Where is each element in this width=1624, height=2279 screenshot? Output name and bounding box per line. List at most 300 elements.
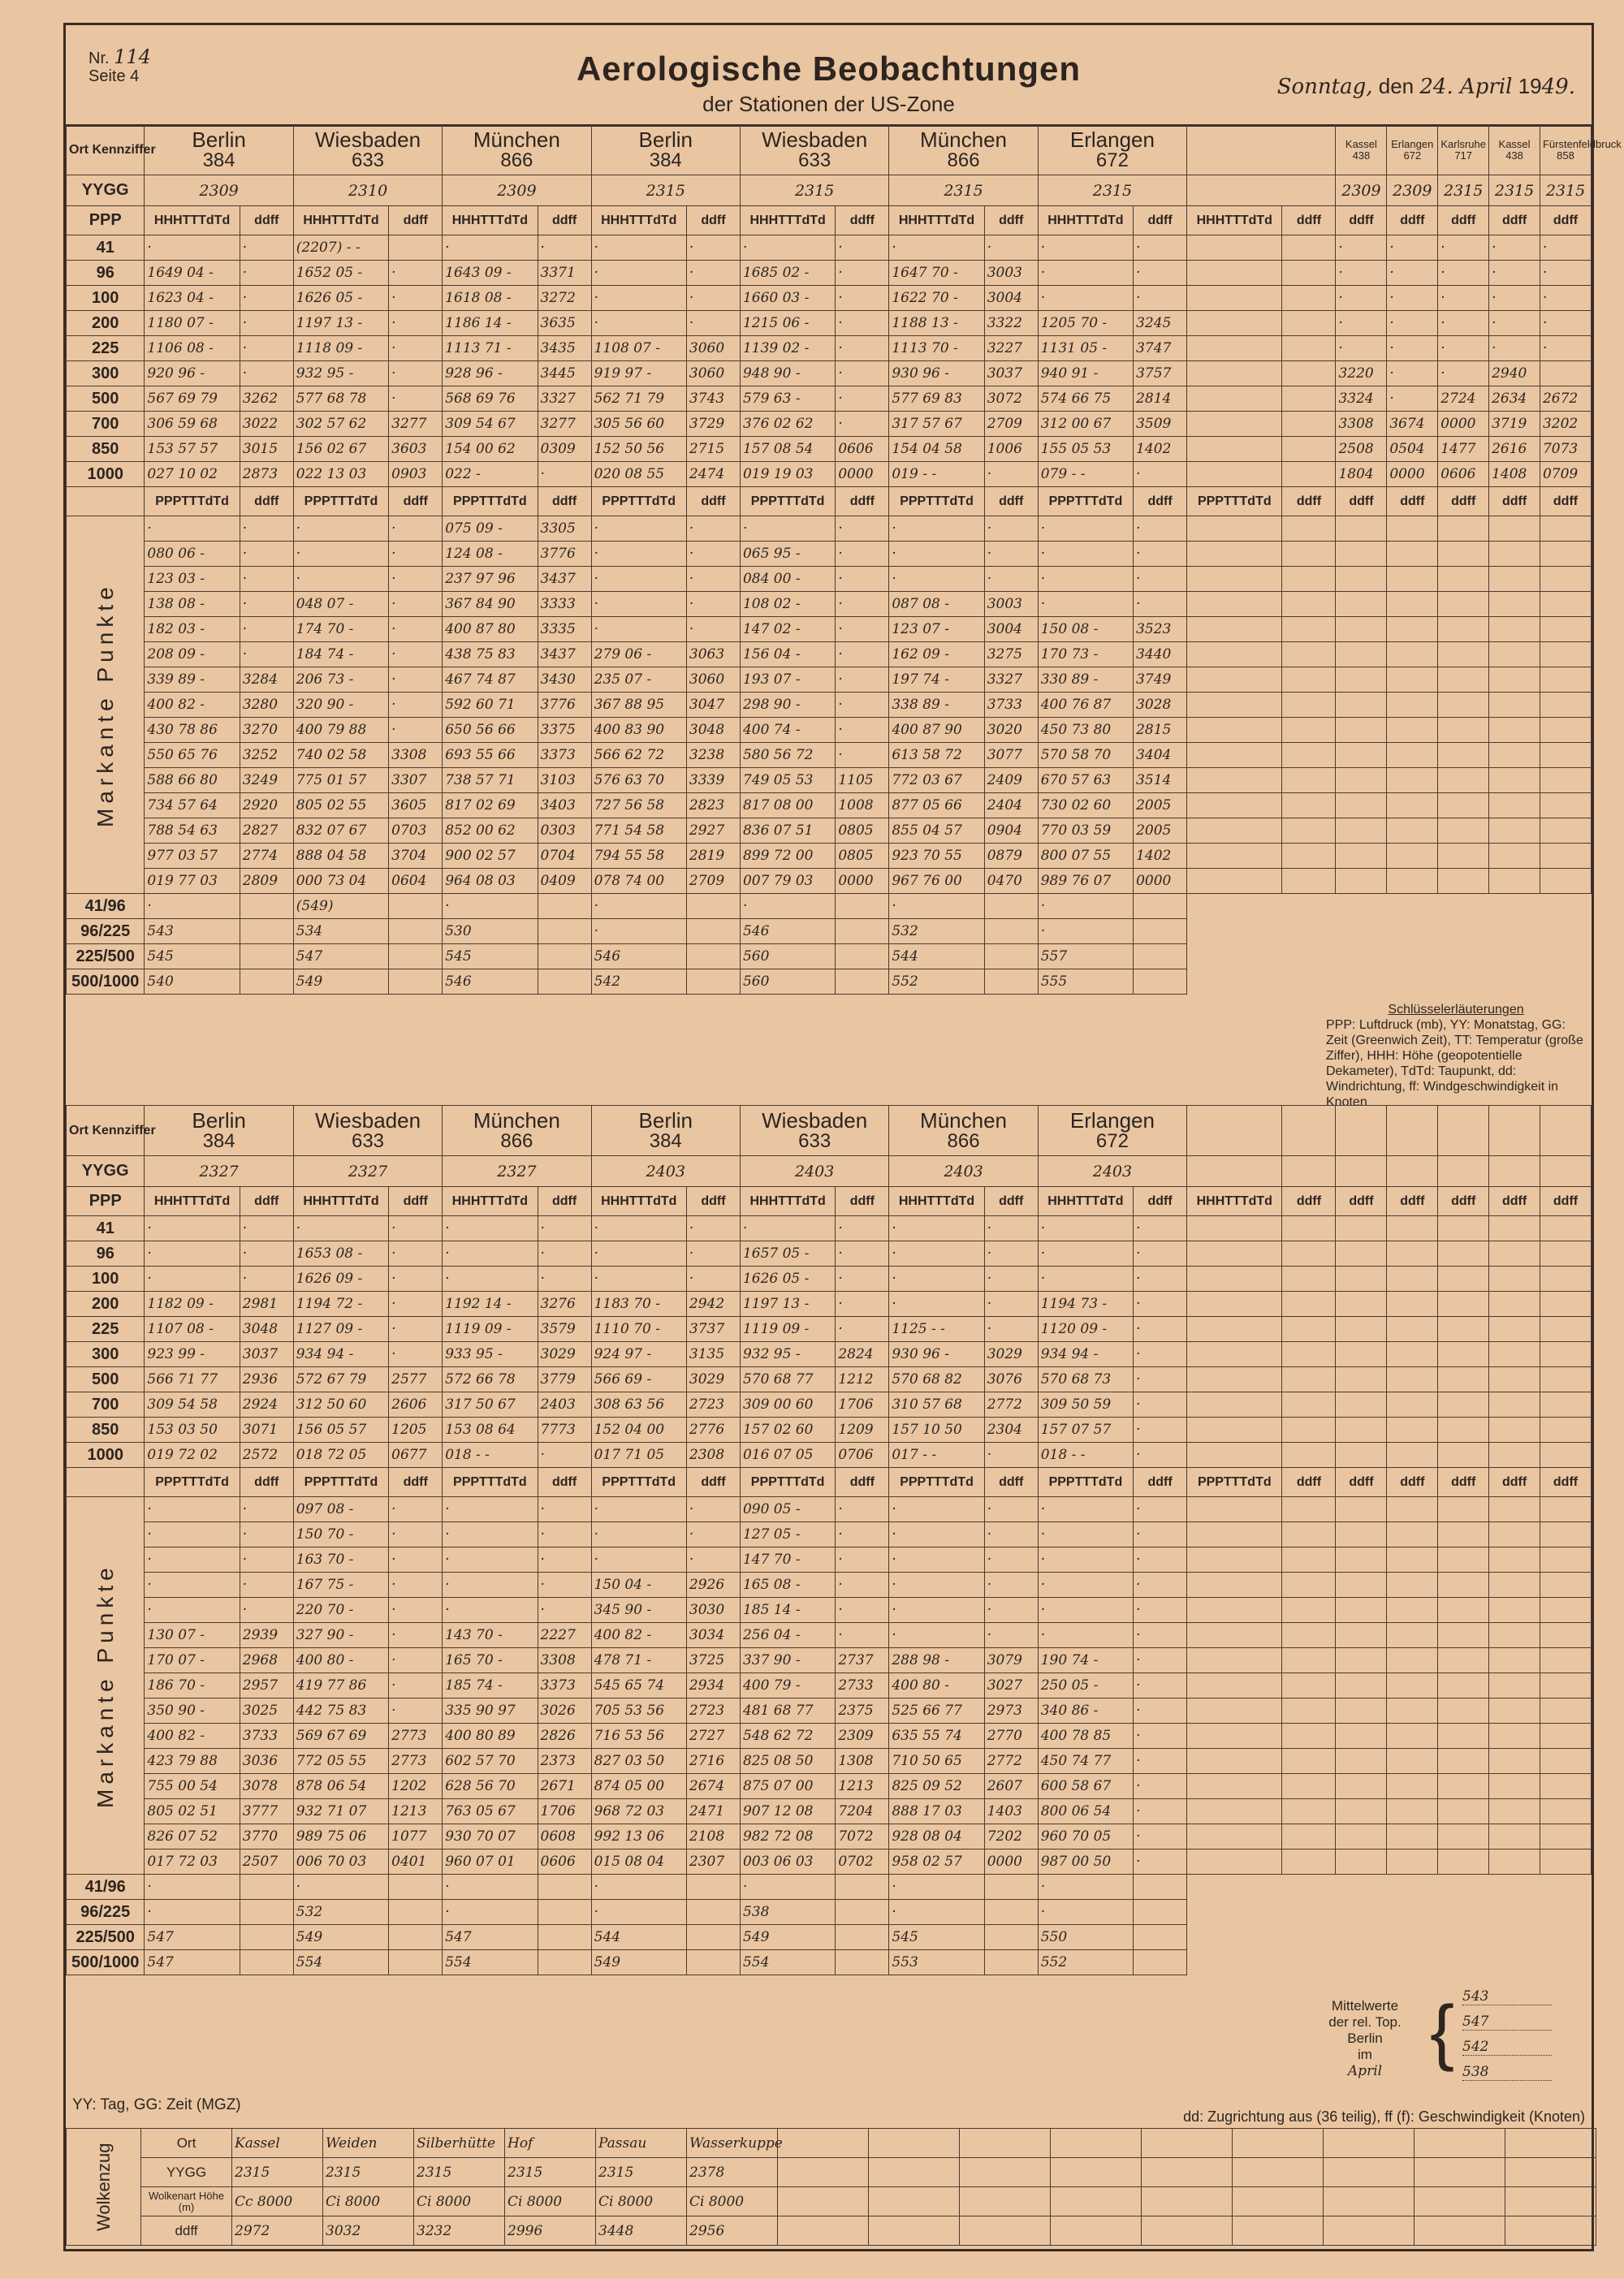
empty-cell: [1336, 1342, 1387, 1367]
ddff-value: ·: [836, 361, 889, 386]
ddff-value: ·: [984, 1216, 1038, 1241]
ppp-value: 928 08 04: [889, 1824, 984, 1850]
ppp-value: ·: [591, 1522, 686, 1547]
empty-cell: [1336, 667, 1387, 693]
ddff-value: 0709: [1540, 462, 1591, 487]
yygg-value: 2310: [293, 175, 442, 206]
ddff-value: 2920: [240, 793, 293, 818]
ddff-value: 3603: [389, 437, 443, 462]
ddff-value: 0000: [1438, 412, 1489, 437]
ppp-value: 989 75 06: [293, 1824, 388, 1850]
ppp-value: 888 17 03: [889, 1799, 984, 1824]
empty-cell: [1282, 1267, 1336, 1292]
empty-cell: [1187, 1497, 1282, 1522]
reltop-value: ·: [889, 1900, 984, 1925]
empty-cell: [389, 969, 443, 995]
ddff-value: 1402: [1134, 437, 1187, 462]
ppp-value: 190 74 -: [1038, 1648, 1133, 1673]
ddff-header: ddff: [538, 487, 591, 516]
hhh-value: ·: [443, 1216, 538, 1241]
hhh-header: HHHTTTdTd: [1038, 1187, 1133, 1216]
ddff-header: ddff: [1438, 487, 1489, 516]
ddff-value: 2606: [389, 1392, 443, 1418]
empty-cell: [1540, 1799, 1591, 1824]
hhh-value: 1626 05 -: [740, 1267, 835, 1292]
hhh-value: 1106 08 -: [145, 336, 240, 361]
ppp-value: 185 14 -: [740, 1598, 835, 1623]
empty-cell: [1489, 592, 1540, 617]
empty-cell: [836, 969, 889, 995]
ddff-value: 3275: [984, 642, 1038, 667]
ddff-value: ·: [389, 1241, 443, 1267]
ppp-value: 734 57 64: [145, 793, 240, 818]
hhh-value: 1215 06 -: [740, 311, 835, 336]
ddff-value: 1205: [389, 1418, 443, 1443]
empty-cell: [389, 1925, 443, 1950]
ddff-value: 0000: [984, 1850, 1038, 1875]
ddff-value: ·: [240, 567, 293, 592]
ddff-value: ·: [1489, 311, 1540, 336]
empty-cell: [1540, 693, 1591, 718]
empty-cell: [389, 919, 443, 944]
ddff-value: ·: [836, 1623, 889, 1648]
ppp-value: 982 72 08: [740, 1824, 835, 1850]
ddff-value: 2671: [538, 1774, 591, 1799]
ppp-value: 602 57 70: [443, 1749, 538, 1774]
ddff-value: 2409: [984, 768, 1038, 793]
ppp-value: 400 82 -: [591, 1623, 686, 1648]
ddff-value: [1540, 361, 1591, 386]
empty-cell: [1489, 1367, 1540, 1392]
hhh-value: 154 04 58: [889, 437, 984, 462]
empty-cell: [1282, 437, 1336, 462]
ddff-header: ddff: [1282, 487, 1336, 516]
empty-cell: [67, 487, 145, 516]
hhh-value: 1120 09 -: [1038, 1317, 1133, 1342]
ppp-label: PPP: [67, 206, 145, 235]
reltop-label: 96/225: [67, 919, 145, 944]
hhh-value: 017 - -: [889, 1443, 984, 1468]
ddff-value: ·: [1134, 286, 1187, 311]
hhh-value: 562 71 79: [591, 386, 686, 412]
ddff-value: ·: [389, 542, 443, 567]
ddff-value: ·: [389, 1292, 443, 1317]
empty-cell: [1187, 944, 1592, 969]
hhh-value: 1685 02 -: [740, 261, 835, 286]
ddff-value: 3063: [686, 642, 740, 667]
empty-cell: [1540, 1241, 1591, 1267]
empty-cell: [1505, 2187, 1596, 2216]
reltop-value: ·: [591, 1900, 686, 1925]
ddff-value: 0677: [389, 1443, 443, 1468]
ddff-value: 3060: [686, 361, 740, 386]
ppp-value: 097 08 -: [293, 1497, 388, 1522]
empty-cell: [1489, 617, 1540, 642]
ddff-header: ddff: [686, 206, 740, 235]
empty-cell: [1438, 516, 1489, 542]
ppp-value: 705 53 56: [591, 1698, 686, 1724]
ddff-value: ·: [389, 286, 443, 311]
ddff-value: ·: [836, 1267, 889, 1292]
ddff-value: 3003: [984, 592, 1038, 617]
ddff-value: 3072: [984, 386, 1038, 412]
ddff-value: ·: [1387, 311, 1438, 336]
ddff-value: ·: [836, 516, 889, 542]
ddff-header: ddff: [1438, 206, 1489, 235]
ddff-value: 2957: [240, 1673, 293, 1698]
ddff-value: 3448: [596, 2216, 687, 2246]
station-name: Wiesbaden: [314, 1107, 421, 1133]
hhh-value: 018 - -: [1038, 1443, 1133, 1468]
empty-cell: [1540, 1443, 1591, 1468]
ddff-value: ·: [836, 1497, 889, 1522]
ddff-value: ·: [389, 693, 443, 718]
ddff-header: ddff: [1489, 487, 1540, 516]
empty-cell: [984, 1925, 1038, 1950]
empty-cell: [538, 894, 591, 919]
ddff-header: ddff: [1387, 1468, 1438, 1497]
empty-cell: [240, 919, 293, 944]
reltop-value: 543: [145, 919, 240, 944]
ddff-value: 7073: [1540, 437, 1591, 462]
top-observation-table: [66, 124, 1622, 995]
ddff-value: ·: [836, 412, 889, 437]
empty-cell: [1438, 1418, 1489, 1443]
empty-cell: [1438, 1106, 1489, 1156]
empty-cell: [1282, 1392, 1336, 1418]
ppp-value: 124 08 -: [443, 542, 538, 567]
ddff-value: ·: [836, 261, 889, 286]
empty-cell: [1489, 1317, 1540, 1342]
ddff-value: 3252: [240, 743, 293, 768]
reltop-value: 545: [889, 1925, 984, 1950]
ddff-value: 1202: [389, 1774, 443, 1799]
ddff-value: 7204: [836, 1799, 889, 1824]
empty-cell: [1489, 1623, 1540, 1648]
ddff-value: 3232: [414, 2216, 505, 2246]
ddff-value: 3029: [984, 1342, 1038, 1367]
ppp-value: 423 79 88: [145, 1749, 240, 1774]
empty-cell: [1415, 2216, 1505, 2246]
yygg-footnote: YY: Tag, GG: Zeit (MGZ): [72, 2096, 241, 2113]
hhh-value: ·: [293, 1216, 388, 1241]
empty-cell: [984, 1875, 1038, 1900]
empty-cell: [389, 1900, 443, 1925]
station-name: Erlangen: [1069, 127, 1155, 152]
reltop-value: 552: [889, 969, 984, 995]
ddff-value: 2715: [686, 437, 740, 462]
station-number: 384: [649, 1129, 682, 1152]
ppp-value: 006 70 03: [293, 1850, 388, 1875]
empty-cell: [1336, 1418, 1387, 1443]
station-name: Karlsruhe: [1440, 137, 1486, 150]
empty-cell: [1438, 1774, 1489, 1799]
mittel-value: 538: [1462, 2064, 1552, 2081]
ddff-value: ·: [1387, 336, 1438, 361]
empty-cell: [1187, 1648, 1282, 1673]
empty-cell: [1187, 1547, 1282, 1573]
ppp-value: 165 70 -: [443, 1648, 538, 1673]
ddff-value: 1105: [836, 768, 889, 793]
ddff-value: 1308: [836, 1749, 889, 1774]
ddff-value: 2981: [240, 1292, 293, 1317]
ddff-value: ·: [1489, 261, 1540, 286]
empty-cell: [1336, 793, 1387, 818]
ddff-value: ·: [389, 1698, 443, 1724]
ddff-header: ddff: [984, 206, 1038, 235]
empty-cell: [1187, 1573, 1282, 1598]
reltop-value: 547: [145, 1925, 240, 1950]
level-label: 100: [67, 286, 145, 311]
ddff-value: ·: [240, 286, 293, 311]
small-station-header: [1438, 125, 1489, 175]
empty-cell: [1540, 1367, 1591, 1392]
empty-cell: [1489, 743, 1540, 768]
station-name: Kassel: [232, 2129, 323, 2158]
ddff-value: 2375: [836, 1698, 889, 1724]
ddff-value: 3635: [538, 311, 591, 336]
hhh-value: 566 71 77: [145, 1367, 240, 1392]
ddff-value: ·: [389, 1216, 443, 1241]
ddff-value: 1006: [984, 437, 1038, 462]
empty-cell: [1187, 667, 1282, 693]
empty-cell: [1282, 1342, 1336, 1367]
ppp-value: ·: [293, 567, 388, 592]
ppp-value: 923 70 55: [889, 844, 984, 869]
ppp-value: 162 09 -: [889, 642, 984, 667]
hhh-value: 1188 13 -: [889, 311, 984, 336]
reltop-value: ·: [591, 919, 686, 944]
ddff-value: 3435: [538, 336, 591, 361]
ddff-value: 3030: [686, 1598, 740, 1623]
ddff-value: ·: [1134, 516, 1187, 542]
empty-cell: [1187, 361, 1282, 386]
empty-cell: [1387, 1547, 1438, 1573]
ddff-value: [389, 235, 443, 261]
yygg-value: 2403: [740, 1156, 888, 1187]
ppp-value: 569 67 69: [293, 1724, 388, 1749]
empty-cell: [1134, 1950, 1187, 1975]
ddff-header: ddff: [240, 206, 293, 235]
ppp-value: 805 02 51: [145, 1799, 240, 1824]
ddff-value: 3437: [538, 642, 591, 667]
ppp-value: 992 13 06: [591, 1824, 686, 1850]
ddff-header: ddff: [240, 487, 293, 516]
hhh-value: 1652 05 -: [293, 261, 388, 286]
ddff-value: 3523: [1134, 617, 1187, 642]
ppp-value: ·: [1038, 1598, 1133, 1623]
empty-cell: [960, 2216, 1051, 2246]
ppp-value: 716 53 56: [591, 1724, 686, 1749]
empty-cell: [1187, 1443, 1282, 1468]
empty-cell: [1387, 567, 1438, 592]
reltop-value: ·: [591, 894, 686, 919]
empty-cell: [538, 969, 591, 995]
empty-cell: [1489, 1850, 1540, 1875]
ddff-header: ddff: [836, 487, 889, 516]
empty-cell: [1489, 1799, 1540, 1824]
ppp-value: 143 70 -: [443, 1623, 538, 1648]
empty-cell: [1489, 1267, 1540, 1292]
empty-cell: [240, 1950, 293, 1975]
empty-cell: [1438, 743, 1489, 768]
ppp-value: 877 05 66: [889, 793, 984, 818]
hhh-value: ·: [1038, 1241, 1133, 1267]
hhh-value: ·: [1038, 235, 1133, 261]
small-station-header: [1387, 125, 1438, 175]
station-number: 633: [798, 1129, 831, 1152]
empty-cell: [836, 894, 889, 919]
ddff-value: ·: [1336, 336, 1387, 361]
yygg-label: YYGG: [67, 1156, 145, 1187]
empty-cell: [960, 2158, 1051, 2187]
empty-cell: [1282, 1156, 1336, 1187]
ddff-value: ·: [1134, 567, 1187, 592]
ddff-value: ·: [1134, 1623, 1187, 1648]
ddff-value: 2815: [1134, 718, 1187, 743]
ddff-value: 1804: [1336, 462, 1387, 487]
hhh-value: 152 50 56: [591, 437, 686, 462]
empty-cell: [686, 919, 740, 944]
mittel-line3: Berlin: [1347, 2031, 1383, 2046]
ddff-header: ddff: [538, 206, 591, 235]
empty-cell: [1540, 1216, 1591, 1241]
ppp-value: ·: [145, 1497, 240, 1522]
ddff-value: 3022: [240, 412, 293, 437]
empty-cell: [1336, 693, 1387, 718]
form-sheet: [63, 23, 1622, 2251]
yygg-value: 2403: [889, 1156, 1038, 1187]
empty-cell: [1134, 1925, 1187, 1950]
ddff-value: ·: [836, 617, 889, 642]
reltop-value: 549: [740, 1925, 835, 1950]
ddff-value: 2572: [240, 1443, 293, 1468]
empty-cell: [1438, 1216, 1489, 1241]
ddff-header: ddff: [1489, 1187, 1540, 1216]
ddff-value: ·: [1134, 1749, 1187, 1774]
ppp-value: ·: [740, 516, 835, 542]
ddff-value: ·: [538, 1267, 591, 1292]
ddff-value: 3029: [538, 1342, 591, 1367]
reltop-value: (549): [293, 894, 388, 919]
ppp-value: 156 04 -: [740, 642, 835, 667]
ddff-header: ddff: [1387, 487, 1438, 516]
hhh-value: 153 03 50: [145, 1418, 240, 1443]
station-name: Berlin: [638, 1107, 693, 1133]
hhh-value: 579 63 -: [740, 386, 835, 412]
yygg-value: 2403: [1038, 1156, 1186, 1187]
ddff-value: ·: [1387, 235, 1438, 261]
ddff-header: ddff: [389, 487, 443, 516]
ddff-value: ·: [1134, 1698, 1187, 1724]
reltop-value: 545: [443, 944, 538, 969]
empty-cell: [1438, 1317, 1489, 1342]
hhh-header: HHHTTTdTd: [293, 1187, 388, 1216]
legend-box: [1326, 1002, 1586, 1110]
ddff-value: ·: [389, 516, 443, 542]
ddff-value: ·: [1134, 235, 1187, 261]
ddff-value: ·: [836, 642, 889, 667]
empty-cell: [1505, 2216, 1596, 2246]
station-header: [740, 125, 888, 175]
empty-cell: [67, 1468, 145, 1497]
hhh-value: ·: [740, 1216, 835, 1241]
empty-cell: [1134, 1900, 1187, 1925]
level-label: 300: [67, 1342, 145, 1367]
hhh-value: 156 05 57: [293, 1418, 388, 1443]
ppp-value: 338 89 -: [889, 693, 984, 718]
empty-cell: [1187, 1673, 1282, 1698]
empty-cell: [1387, 1850, 1438, 1875]
empty-cell: [1505, 2158, 1596, 2187]
markante-punkte-label: Markante Punkte: [67, 516, 145, 894]
brace: {: [1430, 1992, 1455, 2073]
ppp-value: 900 02 57: [443, 844, 538, 869]
station-number: 633: [351, 149, 385, 171]
ddff-value: 2968: [240, 1648, 293, 1673]
station-number: 633: [351, 1129, 385, 1152]
reltop-value: 549: [293, 1925, 388, 1950]
ppp-value: 400 79 -: [740, 1673, 835, 1698]
empty-cell: [1336, 1106, 1387, 1156]
ddff-value: 1402: [1134, 844, 1187, 869]
ppp-value: 048 07 -: [293, 592, 388, 617]
ddff-value: ·: [1134, 261, 1187, 286]
yygg-value: 2327: [145, 1156, 293, 1187]
hhh-value: 1622 70 -: [889, 286, 984, 311]
empty-cell: [1336, 592, 1387, 617]
ddff-value: ·: [984, 1522, 1038, 1547]
ddff-value: ·: [389, 592, 443, 617]
empty-cell: [778, 2187, 869, 2216]
empty-cell: [1187, 1824, 1282, 1850]
empty-cell: [1540, 1724, 1591, 1749]
station-name: München: [473, 1107, 560, 1133]
empty-cell: [1187, 844, 1282, 869]
ddff-value: 2772: [984, 1392, 1038, 1418]
mittel-line1: Mittelwerte: [1331, 1998, 1399, 2014]
empty-cell: [1187, 1317, 1282, 1342]
reltop-label: 500/1000: [67, 969, 145, 995]
ddff-value: 3284: [240, 667, 293, 693]
ppp-value: 442 75 83: [293, 1698, 388, 1724]
ppp-value: 467 74 87: [443, 667, 538, 693]
hhh-value: ·: [145, 1241, 240, 1267]
empty-cell: [1387, 693, 1438, 718]
ppp-value: 730 02 60: [1038, 793, 1133, 818]
ddff-value: 0706: [836, 1443, 889, 1468]
ddff-value: ·: [1438, 261, 1489, 286]
empty-cell: [1438, 1749, 1489, 1774]
ddff-value: ·: [686, 261, 740, 286]
ppp-value: 592 60 71: [443, 693, 538, 718]
station-name: Wiesbaden: [762, 1107, 868, 1133]
ddff-value: ·: [1438, 235, 1489, 261]
empty-cell: [836, 944, 889, 969]
hhh-value: 577 69 83: [889, 386, 984, 412]
hhh-value: 919 97 -: [591, 361, 686, 386]
empty-cell: [1187, 969, 1592, 995]
hhh-value: 923 99 -: [145, 1342, 240, 1367]
ddff-value: ·: [389, 642, 443, 667]
empty-cell: [1336, 1850, 1387, 1875]
ddff-value: ·: [836, 235, 889, 261]
reltop-value: 560: [740, 969, 835, 995]
reltop-label: 96/225: [67, 1900, 145, 1925]
empty-cell: [778, 2158, 869, 2187]
empty-cell: [1438, 1443, 1489, 1468]
ddff-value: ·: [389, 1522, 443, 1547]
